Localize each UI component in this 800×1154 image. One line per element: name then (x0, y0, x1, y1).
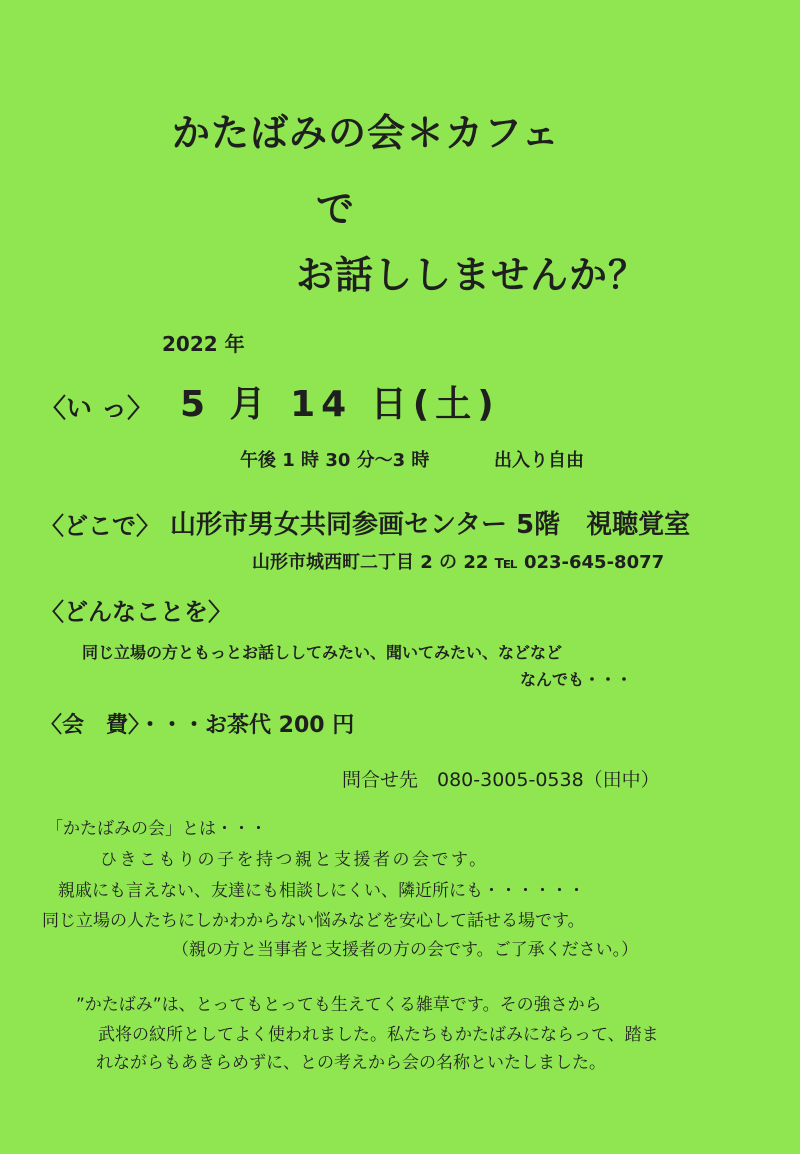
fee-text: 〈会 費〉・・・お茶代 200 円 (40, 713, 355, 738)
event-note: 出入り自由 (494, 450, 584, 471)
contact-text: 問合せ先 080-3005-0538（田中） (342, 769, 660, 791)
name-origin-line-3: れながらもあきらめずに、との考えから会の名称といたしました。 (96, 1053, 606, 1073)
title-line-1: かたばみの会＊カフェ (172, 111, 561, 155)
venue-name: 山形市男女共同参画センター 5階 視聴覚室 (170, 510, 691, 540)
about-line-2: ひきこもりの子を持つ親と支援者の会です。 (100, 850, 489, 870)
about-line-4: 同じ立場の人たちにしかわからない悩みなどを安心して話せる場です。 (42, 911, 585, 931)
name-origin-line-2: 武将の紋所としてよく使われました。私たちもかたばみにならって、踏ま (98, 1025, 659, 1045)
what-line-2: なんでも・・・ (520, 670, 633, 689)
what-line-1: 同じ立場の方ともっとお話ししてみたい、聞いてみたい、などなど (82, 643, 563, 662)
event-time: 午後 1 時 30 分〜3 時 (240, 450, 430, 471)
name-origin-line-1: ”かたばみ”は、とってもとっても生えてくる雑草です。その強さから (76, 995, 602, 1015)
event-year: 2022 年 (162, 332, 245, 356)
title-line-2: で (316, 187, 356, 231)
about-heading: 「かたばみの会」とは・・・ (46, 819, 267, 839)
about-line-3: 親戚にも言えない、友達にも相談しにくい、隣近所にも・・・・・・ (58, 881, 585, 901)
where-label: 〈どこで〉 (40, 512, 160, 540)
title-line-3: お話ししませんか？ (296, 253, 648, 297)
about-line-5: （親の方と当事者と支援者の方の会です。ご了承ください。） (172, 940, 639, 960)
event-date: 5 月 14 日(土) (180, 384, 500, 425)
what-label: 〈どんなことを〉 (40, 598, 232, 626)
when-label: 〈い っ〉 (40, 394, 154, 424)
venue-address: 山形市城西町二丁目 2 の 22 ℡ 023-645-8077 (252, 552, 665, 573)
